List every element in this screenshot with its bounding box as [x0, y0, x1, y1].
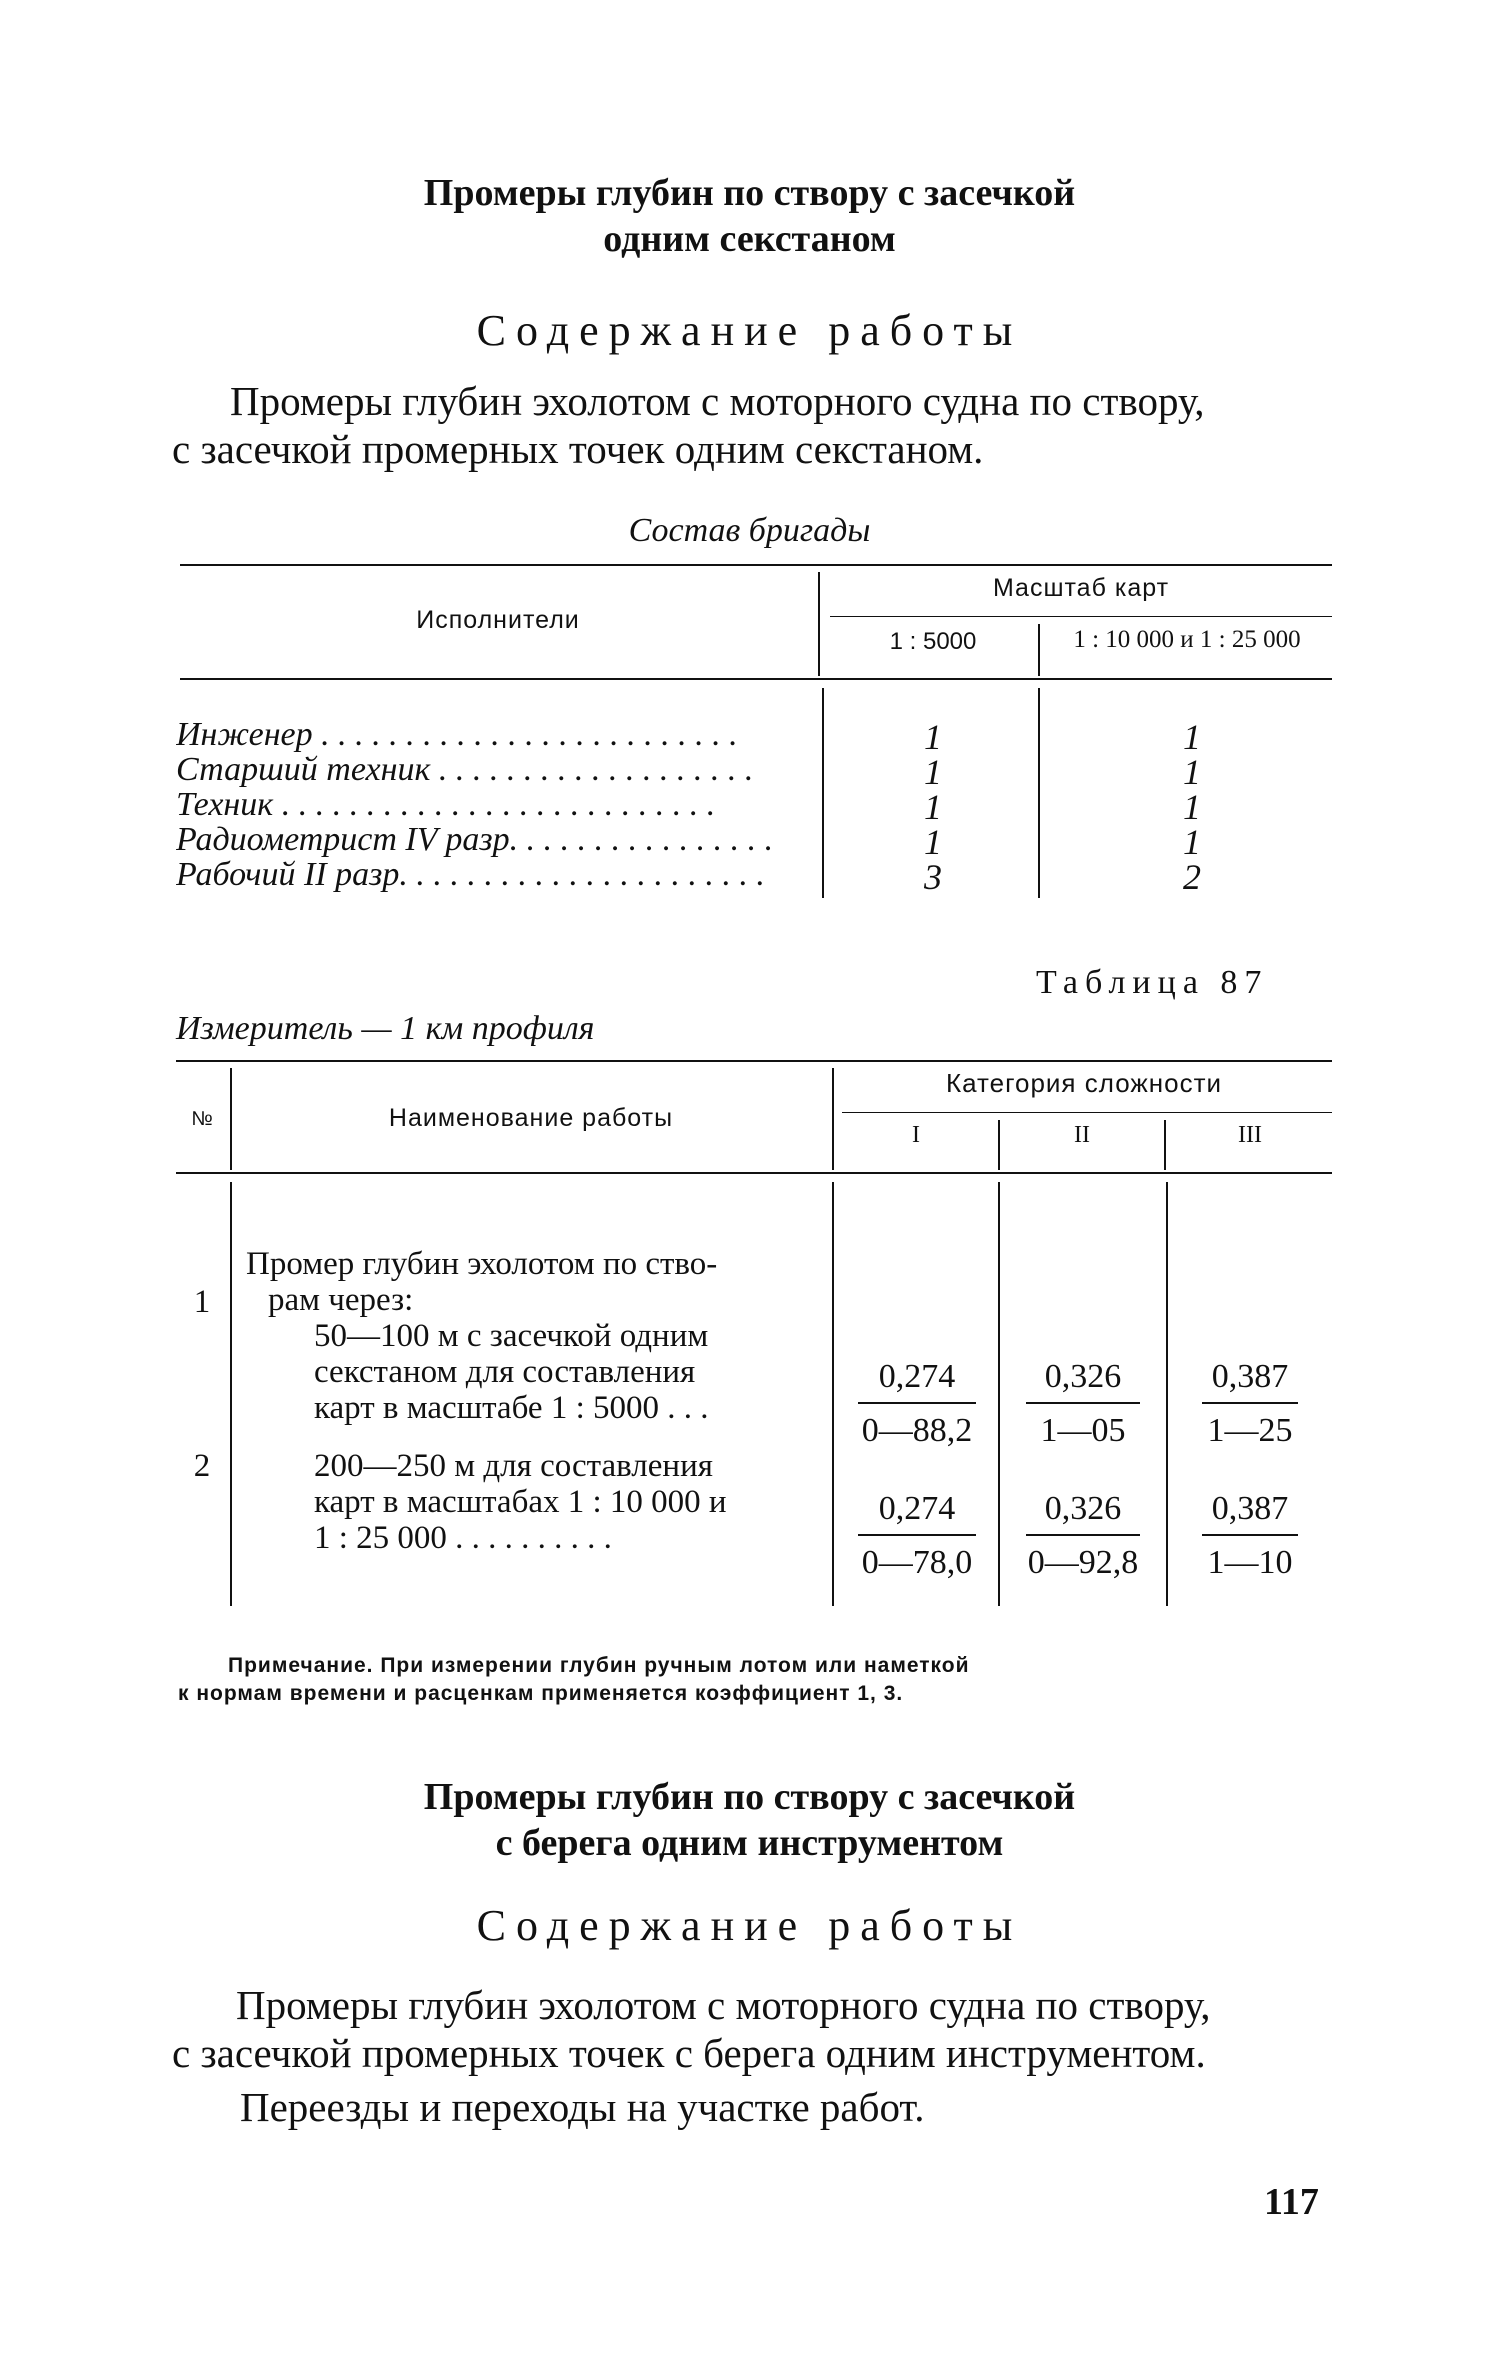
table87-desc-line2: рам через:	[268, 1282, 414, 1318]
brigade-row: Техник . . . . . . . . . . . . . . . . . . . . . . . . . .	[176, 786, 716, 823]
table87-note-line2: к нормам времени и расценкам применяется коэффициент 1, 3.	[178, 1682, 904, 1705]
brigade-subheader-1: 1 : 5000	[889, 628, 977, 655]
table87-row1-cat1-value: 0,274	[878, 1358, 956, 1395]
table87-row1-cat3-rate: 1—25	[1207, 1412, 1293, 1449]
brigade-row-v1: 3	[924, 857, 942, 897]
table87-row1-cat2-rate: 1—05	[1040, 1412, 1126, 1449]
table87-row2-line3: 1 : 25 000 . . . . . . . . . .	[314, 1520, 612, 1556]
brigade-row-v1: 1	[924, 752, 942, 792]
brigade-row-v2: 1	[1183, 787, 1201, 827]
brigade-row-name: Инженер	[176, 716, 313, 753]
table87-row2-cat1-rate: 0—78,0	[861, 1544, 973, 1581]
brigade-row-v2: 1	[1183, 717, 1201, 757]
table87-row2-cat1-value: 0,274	[878, 1490, 956, 1527]
brigade-row: Рабочий II разр. . . . . . . . . . . . . . . . . . . . . .	[176, 856, 765, 893]
table87-row2-cat2-rate: 0—92,8	[1027, 1544, 1139, 1581]
page-number: 117	[1264, 2181, 1319, 2223]
table87-row1-line2: секстаном для составления	[314, 1354, 696, 1390]
table87-desc-line1: Промер глубин эхолотом по ство-	[246, 1246, 718, 1282]
brigade-row-v2: 1	[1183, 752, 1201, 792]
brigade-header-performers: Исполнители	[416, 606, 580, 634]
table87-row2-cat3-value: 0,387	[1211, 1490, 1289, 1527]
table87-header-no: №	[191, 1108, 213, 1130]
brigade-row-v1: 1	[924, 787, 942, 827]
table87-header-category: Категория сложности	[945, 1068, 1223, 1098]
brigade-header-scale: Масштаб карт	[992, 574, 1170, 602]
table87-row1-cat1-rate: 0—88,2	[861, 1412, 973, 1449]
table87-row1-cat3-value: 0,387	[1211, 1358, 1289, 1395]
section1-title-line2: одним секстаном	[603, 218, 896, 260]
table87-measure: Измеритель — 1 км профиля	[176, 1010, 595, 1047]
brigade-row-name: Радиометрист IV разр.	[176, 821, 519, 858]
table87-row2-line2: карт в масштабах 1 : 10 000 и	[314, 1484, 727, 1520]
brigade-row-name: Рабочий II разр.	[176, 856, 408, 893]
brigade-row-v1: 1	[924, 717, 942, 757]
brigade-row-v2: 2	[1183, 857, 1201, 897]
section1-text-line1: Промеры глубин эхолотом с моторного судна по створу,	[230, 378, 1205, 424]
table87-note-line1: Примечание. При измерении глубин ручным лотом или наметкой	[228, 1654, 970, 1677]
table87-row1-line1: 50—100 м с засечкой одним	[314, 1318, 709, 1354]
brigade-subheader-2: 1 : 10 000 и 1 : 25 000	[1073, 626, 1301, 653]
table87-header-cat2: II	[1074, 1122, 1090, 1148]
section1-text-line2: с засечкой промерных точек одним секстаном.	[172, 426, 984, 472]
brigade-row-v2: 1	[1183, 822, 1201, 862]
brigade-row: Инженер . . . . . . . . . . . . . . . . . . . . . . . . .	[176, 716, 738, 753]
table87-row1-line3: карт в масштабе 1 : 5000 . . .	[314, 1390, 709, 1426]
table87-row2-line1: 200—250 м для составления	[314, 1448, 713, 1484]
section2-text-line3: Переезды и переходы на участке работ.	[240, 2084, 925, 2130]
section2-title-line1: Промеры глубин по створу с засечкой	[423, 1776, 1076, 1818]
table87-row1-cat2-value: 0,326	[1044, 1358, 1122, 1395]
brigade-caption: Состав бригады	[628, 512, 871, 549]
brigade-row-v1: 1	[924, 822, 942, 862]
table87-row2-cat3-rate: 1—10	[1207, 1544, 1293, 1581]
table87-label: Таблица 87	[1036, 964, 1269, 1001]
section2-text-line2: с засечкой промерных точек с берега одним инструментом.	[172, 2030, 1206, 2076]
brigade-row: Старший техник . . . . . . . . . . . . . . . . . . .	[176, 751, 754, 788]
section1-content-heading: Содержание работы	[476, 306, 1023, 355]
section2-title-line2: с берега одним инструментом	[495, 1822, 1004, 1864]
brigade-row: Радиометрист IV разр. . . . . . . . . . . . . . . .	[176, 821, 774, 858]
section2-content-heading: Содержание работы	[476, 1901, 1023, 1950]
brigade-row-name: Техник	[176, 786, 274, 823]
table87-header-name: Наименование работы	[388, 1104, 674, 1132]
table87-header-cat1: I	[912, 1122, 920, 1148]
section1-title-line1: Промеры глубин по створу с засечкой	[423, 172, 1076, 214]
table87-header-cat3: III	[1238, 1122, 1262, 1148]
brigade-row-name: Старший техник	[176, 751, 431, 788]
table87-row2-cat2-value: 0,326	[1044, 1490, 1122, 1527]
table87-row2-no: 2	[193, 1448, 211, 1484]
section2-text-line1: Промеры глубин эхолотом с моторного судна по створу,	[236, 1982, 1211, 2028]
table87-row1-no: 1	[193, 1284, 211, 1320]
